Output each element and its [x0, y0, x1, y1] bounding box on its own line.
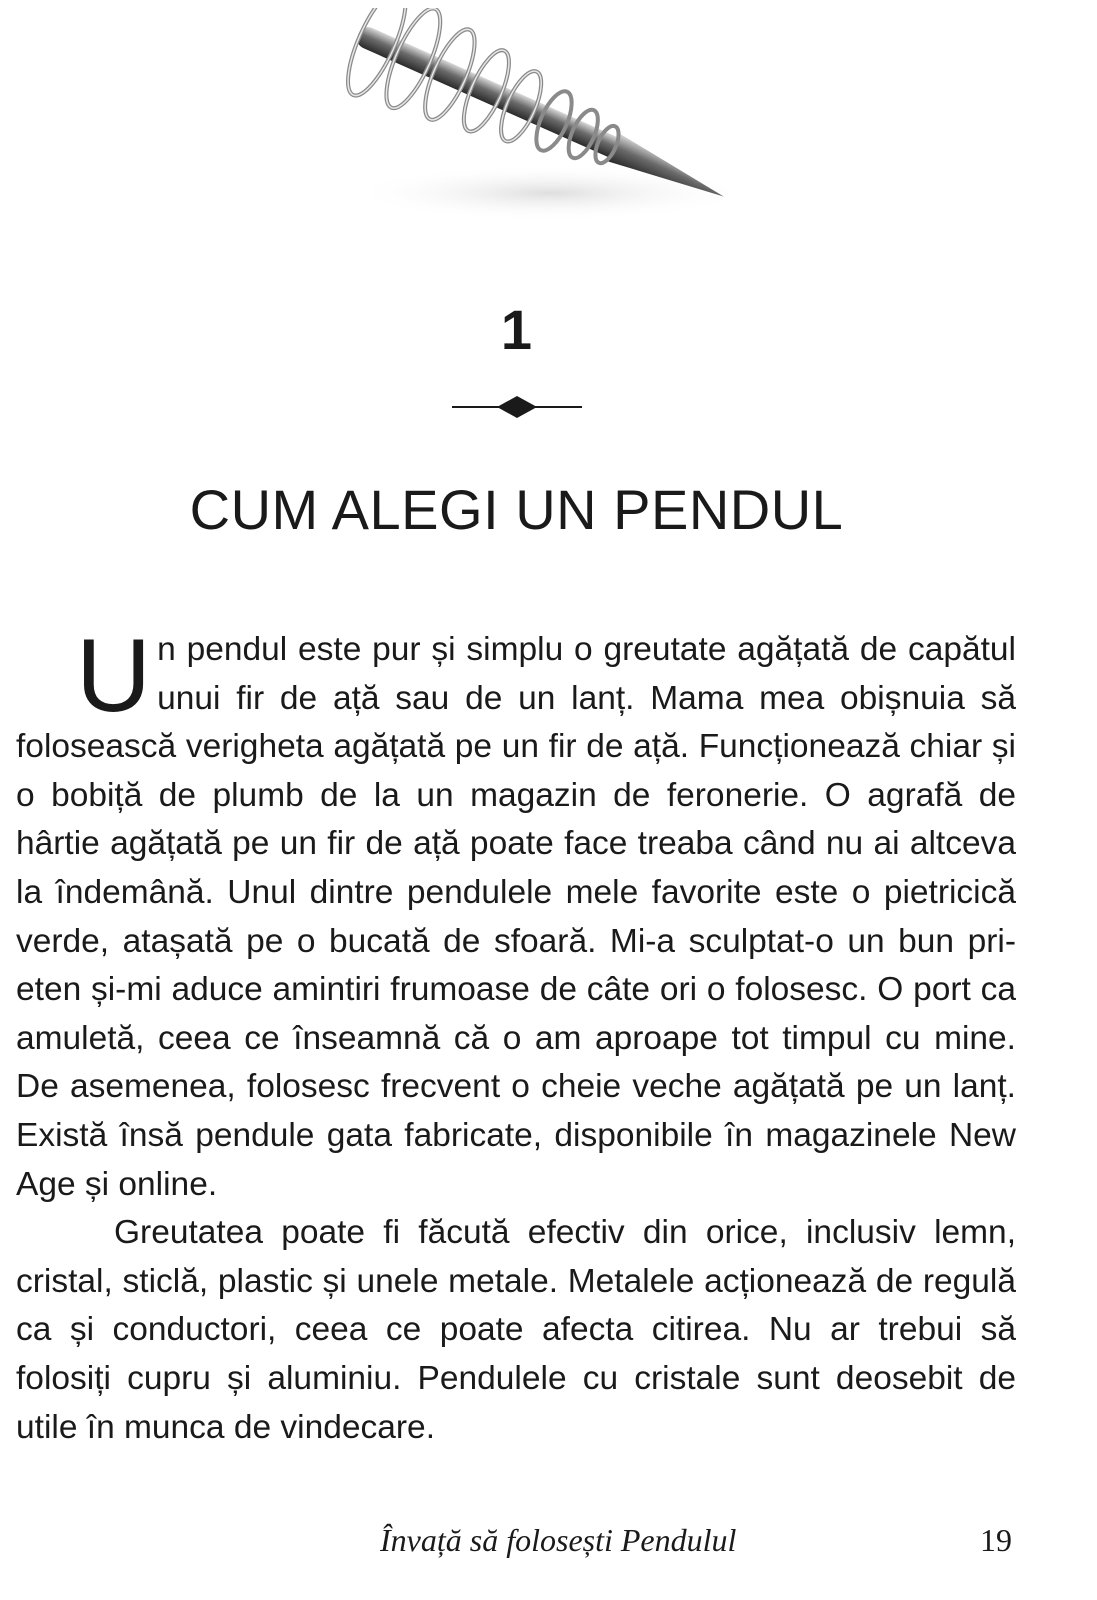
diamond-divider-icon [452, 392, 582, 422]
running-footer-title: Învață să folosești Pendulul [380, 1522, 737, 1558]
page-number: 19 [980, 1522, 1012, 1558]
body-text [16, 618, 1016, 1452]
paragraph: Greutatea poate fi făcută efectiv din orice, inclusiv lemn, cristal, sticlă, plastic și unele metale. Metalele acționează de regulă ca și conductori, ceea ce poate afecta citirea. Nu ar trebui să folosiți cupru și aluminiu. Pendulele cu cristale sunt deosebit de utile în munca de vindecare. [16, 1214, 1016, 1446]
chapter-number: 1 [500, 298, 533, 361]
paragraph-text: n pendul este pur și simplu o greutate agățată de capătul unui fir de ață sau de un lanț. Mama mea obișnuia să folosească verigheta agățată pe un fir de ață. Funcționează chiar și o bobiță de plumb de la un magazin de feronerie. O agrafă de hârtie agățată pe un fir de ață poate face treaba când nu ai altceva la îndemână. Unul dintre pendulele mele favorite este o pietricică verde, atașată pe o bucată de sfoară. Mi-a sculptat-o un bun prieten și-mi aduce amintiri frumoase de câte ori o folosesc. O port ca amuletă, ceea ce înseamnă că o am aproape tot timpul cu mine. De asemenea, folosesc frecvent o cheie veche agățată pe un lanț. Există însă pendule gata fabricate, disponibile în magazinele New Age și online. [16, 631, 1016, 1203]
paragraph [16, 618, 1016, 1209]
chapter-title: CUM ALEGI UN PENDUL [189, 478, 844, 541]
spiral-pendulum-icon [320, 8, 760, 238]
dropcap: U [76, 618, 152, 734]
